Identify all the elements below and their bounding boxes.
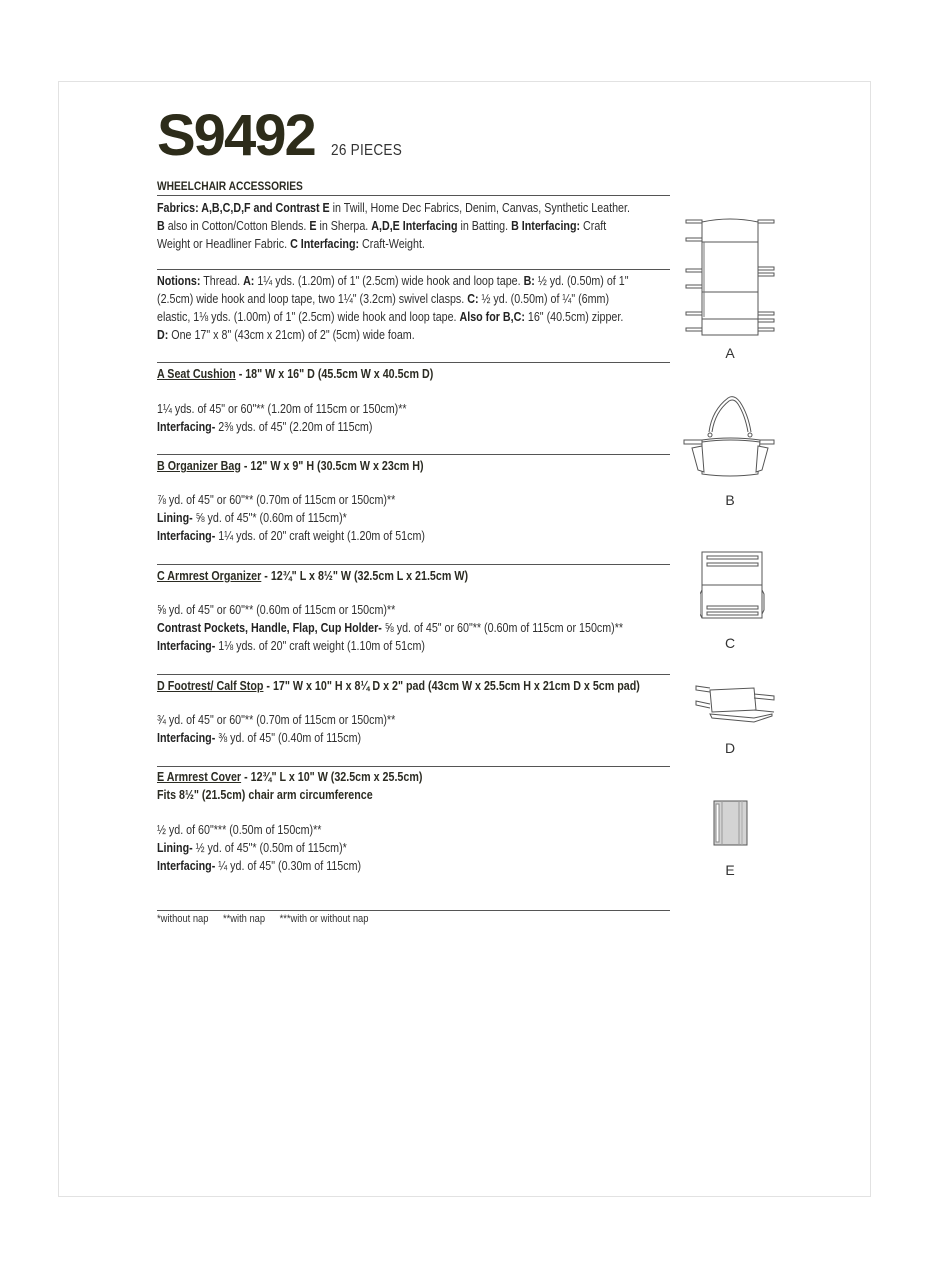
text-line [157,619,667,637]
section-e-yardage [157,821,667,875]
section-d-dims: - 17" W x 10" H x 8¼ D x 2" pad (43cm W x 25.5cm H x 21cm D x 5cm pad) [263,679,640,693]
bold-run: Notions: [157,274,201,288]
fabrics-paragraph [157,199,667,253]
text-run: ½ yd. of 60"*** (0.50m of 150cm)** [157,823,322,837]
footnote-with-or-without-nap: ***with or without nap [279,913,369,925]
text-run: ⅝ yd. of 45"* (0.60m of 115cm)* [192,511,347,525]
text-run: Craft [580,219,607,233]
text-run: 2⅜ yds. of 45" (2.20m of 115cm) [215,420,373,434]
text-run: ¾ yd. of 45" or 60"** (0.70m of 115cm or 150cm)** [157,713,396,727]
bold-run: Also for B,C: [459,310,525,324]
text-run: elastic, 1⅛ yds. (1.00m) of 1" (2.5cm) wide hook and loop tape. [157,310,460,324]
section-e-header [157,768,422,786]
footnote-without-nap: *without nap [157,913,209,925]
illustration-label-b: B [725,492,735,508]
text-line [157,308,667,326]
piece-count: 26 PIECES [331,142,403,159]
divider [157,766,670,767]
section-c-name: C Armrest Organizer [157,569,262,583]
bold-run: C: [467,292,479,306]
divider [157,362,670,363]
seat-cushion-icon [684,212,778,337]
bold-run: E [309,219,317,233]
divider [157,269,670,270]
armrest-cover-icon [713,800,749,848]
text-run: ½ yd. (0.50m) of 1" [534,274,629,288]
bold-run: Interfacing- [157,731,216,745]
section-c-yardage [157,601,667,655]
illustration-label-d: D [724,740,736,756]
text-line [157,839,667,857]
divider [157,674,670,675]
text-run: ½ yd. of 45"* (0.50m of 115cm)* [192,841,347,855]
text-run: ⅞ yd. of 45" or 60"** (0.70m of 115cm or 150cm)** [157,493,396,507]
text-run: ⅝ yd. of 45" or 60"** (0.60m of 115cm or 150cm)** [157,603,396,617]
section-d-header [157,677,640,695]
text-run: 16" (40.5cm) zipper. [524,310,624,324]
text-run: ¼ yd. of 45" (0.30m of 115cm) [215,859,362,873]
bold-run: Fabrics: A,B,C,D,F and Contrast E [157,201,330,215]
text-run: Weight or Headliner Fabric. [157,237,291,251]
text-line [157,711,667,729]
bold-run: Interfacing- [157,639,216,653]
section-e-name: E Armrest Cover [157,770,242,784]
text-run: Craft-Weight. [359,237,425,251]
section-a-name: A Seat Cushion [157,367,236,381]
text-run: 1¼ yds. of 20" craft weight (1.20m of 51cm) [215,529,425,543]
section-d-yardage [157,711,667,747]
bold-run: Lining- [157,511,193,525]
text-run: ⅜ yd. of 45" (0.40m of 115cm) [215,731,362,745]
divider [157,454,670,455]
section-c-header [157,567,468,585]
text-run: in Twill, Home Dec Fabrics, Denim, Canvas, Synthetic Leather. [329,201,630,215]
armrest-organizer-icon [700,550,766,622]
text-line [157,290,667,308]
text-run: (2.5cm) wide hook and loop tape, two 1¼" (3.2cm) swivel clasps. [157,292,468,306]
text-line [157,272,667,290]
text-run: in Batting. [457,219,512,233]
text-line [157,491,667,509]
bold-run: D: [157,328,169,342]
text-run: Thread. [200,274,244,288]
illustration-label-a: A [725,345,735,361]
text-line [157,235,667,253]
bold-run: B [157,219,165,233]
text-run: ⅝ yd. of 45" or 60"** (0.60m of 115cm or 150cm)** [381,621,624,635]
notions-paragraph [157,272,667,344]
footnotes [157,913,380,925]
section-a-dims: - 18" W x 16" D (45.5cm W x 40.5cm D) [235,367,434,381]
section-a-yardage [157,400,667,436]
divider [157,564,670,565]
text-line [157,217,667,235]
text-run: 1⅛ yds. of 20" craft weight (1.10m of 51cm) [215,639,425,653]
category-title: WHEELCHAIR ACCESSORIES [157,179,303,193]
text-run: 1¼ yds. (1.20m) of 1" (2.5cm) wide hook and loop tape. [254,274,524,288]
bold-run: Contrast Pockets, Handle, Flap, Cup Holder- [157,621,382,635]
bold-run: Interfacing- [157,529,216,543]
bold-run: B Interfacing: [511,219,581,233]
organizer-bag-icon [682,390,778,480]
title-row [157,103,415,168]
section-e-dims: - 12¾" L x 10" W (32.5cm x 25.5cm) [241,770,423,784]
bold-run: A: [243,274,255,288]
section-e-subhead: Fits 8½" (21.5cm) chair arm circumference [157,788,373,802]
text-line [157,326,667,344]
bold-run: C Interfacing: [290,237,360,251]
text-line [157,199,667,217]
divider [157,910,670,911]
bold-run: Lining- [157,841,193,855]
bold-run: B: [523,274,535,288]
divider [157,195,670,196]
section-b-name: B Organizer Bag [157,459,241,473]
section-b-dims: - 12" W x 9" H (30.5cm W x 23cm H) [240,459,424,473]
bold-run: Interfacing- [157,859,216,873]
footnote-with-nap: **with nap [222,913,266,925]
section-b-header [157,457,424,475]
section-c-dims: - 12¾" L x 8½" W (32.5cm L x 21.5cm W) [261,569,469,583]
text-run: 1¼ yds. of 45" or 60"** (1.20m of 115cm or 150cm)** [157,402,407,416]
text-line [157,857,667,875]
text-run: in Sherpa. [316,219,372,233]
text-run: One 17" x 8" (43cm x 21cm) of 2" (5cm) wide foam. [168,328,415,342]
bold-run: Interfacing- [157,420,216,434]
text-line [157,509,667,527]
section-d-name: D Footrest/ Calf Stop [157,679,264,693]
footrest-icon [694,684,776,728]
text-line [157,729,667,747]
text-line [157,418,667,436]
section-b-yardage [157,491,667,545]
illustration-label-c: C [724,635,736,651]
text-line [157,821,667,839]
pattern-number: S9492 [157,103,315,168]
illustration-label-e: E [725,862,735,878]
section-a-header [157,365,433,383]
text-line [157,637,667,655]
bold-run: A,D,E Interfacing [371,219,458,233]
text-run: ½ yd. (0.50m) of ¼" (6mm) [478,292,610,306]
text-line [157,601,667,619]
text-line [157,527,667,545]
text-line [157,400,667,418]
text-run: also in Cotton/Cotton Blends. [164,219,310,233]
